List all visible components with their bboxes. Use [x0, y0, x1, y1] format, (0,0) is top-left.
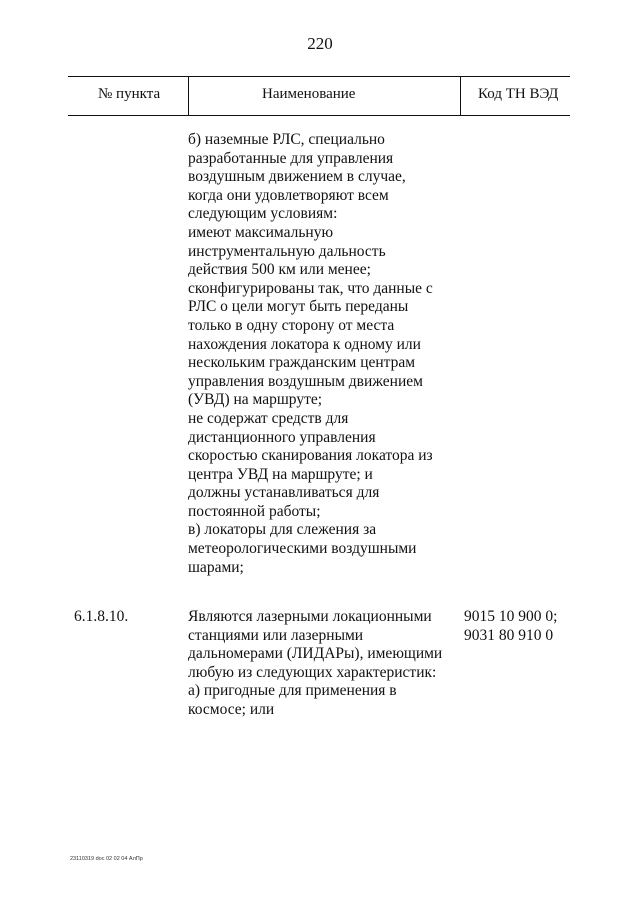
- header-item-number: № пункта: [98, 86, 161, 102]
- document-footer: 23110319 doc 02 02 04 АлПр: [70, 856, 143, 862]
- column-divider: [188, 77, 189, 115]
- page-number: 220: [307, 34, 333, 53]
- entry-number: 6.1.8.10.: [74, 608, 129, 625]
- header-name: Наименование: [262, 86, 356, 102]
- entry-description: Являются лазерными локационными станциями или лазерными дальномерами (ЛИДАРы), имеющими любую из следующих характеристик: а) пригодные для применения в космосе; или: [188, 608, 443, 718]
- entry-codes: 9015 10 900 0; 9031 80 910 0: [464, 608, 558, 644]
- column-divider: [460, 77, 461, 115]
- header-code: Код ТН ВЭД: [478, 86, 559, 102]
- table-header: [68, 76, 570, 116]
- continuation-text: б) наземные РЛС, специально разработанные для управления воздушным движением в случае, когда они удовлетворяют всем следующим условиям: имеют максимальную инструментальную дальность действия 500 км или менее; сконфигурированы так, что данные с РЛС о цели могут быть переданы только в одну сторону от места нахождения локатора к одному или нескольким гражданским центрам управления воздушным движением (УВД) на маршруте; не содержат средств для дистанционного управления скоростью сканирования локатора из центра УВД на маршруте; и должны устанавливаться для постоянной работы; в) локаторы для слежения за метеорологическими воздушными шарами;: [188, 131, 433, 576]
